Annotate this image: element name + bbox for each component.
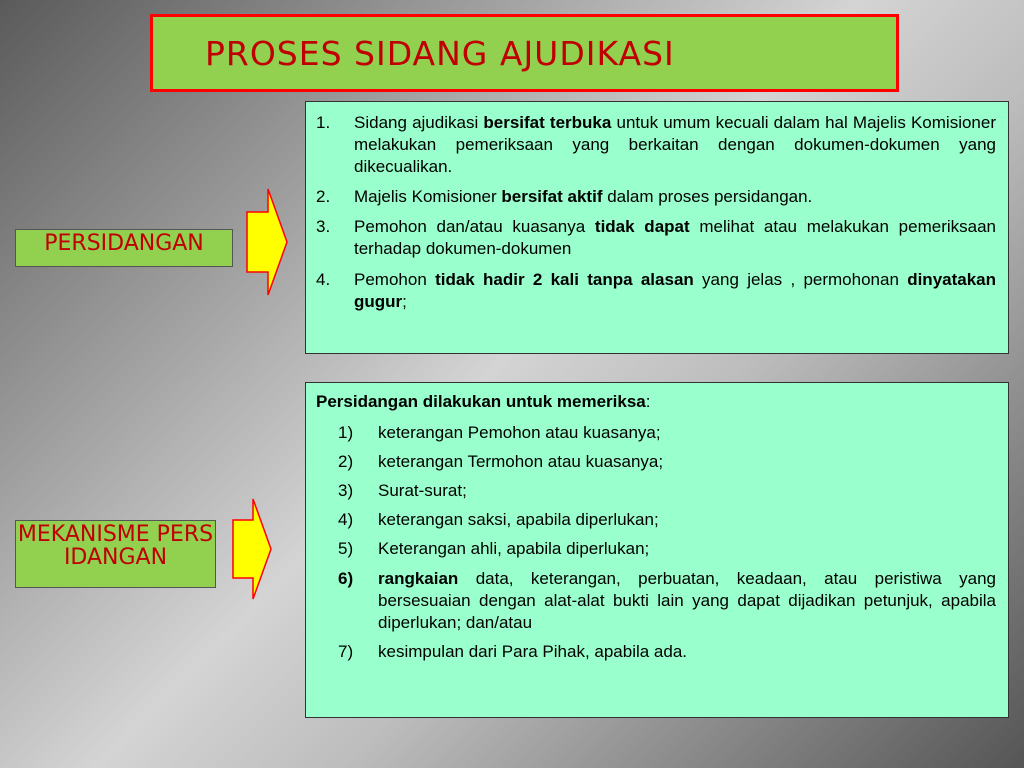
intro-suffix: : <box>645 392 651 411</box>
list-item <box>338 451 996 473</box>
list-item <box>316 186 996 208</box>
list-item-text: Surat-surat; <box>378 481 467 501</box>
list-item-text: rangkaian data, keterangan, perbuatan, keadaan, atau peristiwa yang bersesuaian dengan alat-alat bukti lain yang dapat dijadikan petunjuk, apabila diperlukan; dan/atau <box>378 568 996 632</box>
list-item <box>316 216 996 260</box>
list-item <box>316 112 996 178</box>
list-item-number: 3) <box>338 481 354 501</box>
slide-title: PROSES SIDANG AJUDIKASI <box>205 33 675 73</box>
list-item-text: keterangan saksi, apabila diperlukan; <box>378 510 659 530</box>
list-item-text: Majelis Komisioner bersifat aktif dalam proses persidangan. <box>354 187 813 207</box>
arrow-right-icon <box>246 188 288 296</box>
list-item-text: Sidang ajudikasi bersifat terbuka untuk umum kecuali dalam hal Majelis Komisioner melakukan pemeriksaan yang berkaitan dengan dokumen-dokumen yang dikecualikan. <box>354 113 996 177</box>
emphasis-text: rangkaian <box>378 568 459 588</box>
emphasis-text: tidak dapat <box>594 217 690 237</box>
title-banner <box>150 14 899 92</box>
list-item-text: keterangan Pemohon atau kuasanya; <box>378 423 661 443</box>
mekanisme-panel <box>305 382 1009 718</box>
list-item <box>338 422 996 444</box>
list-item-number: 4. <box>316 269 331 289</box>
list-item-text: keterangan Termohon atau kuasanya; <box>378 452 664 472</box>
intro-text: Persidangan dilakukan untuk memeriksa <box>316 392 646 411</box>
label-mekanisme-persidangan: MEKANISME PERSIDANGAN <box>15 520 216 588</box>
list-item-text: Keterangan ahli, apabila diperlukan; <box>378 539 650 559</box>
list-item-number: 4) <box>338 510 354 530</box>
list-item-number: 2. <box>316 187 331 207</box>
emphasis-text: bersifat terbuka <box>483 113 612 132</box>
list-item-number: 1) <box>338 423 354 443</box>
emphasis-text: bersifat aktif <box>501 187 603 207</box>
emphasis-text: tidak hadir 2 kali tanpa alasan <box>435 269 694 289</box>
emphasis-text: dinyatakan gugur <box>354 269 997 311</box>
label-persidangan: PERSIDANGAN <box>15 229 233 267</box>
list-item <box>338 538 996 560</box>
arrow-right-icon <box>232 498 272 600</box>
list-item <box>338 480 996 502</box>
list-item-text: Pemohon tidak hadir 2 kali tanpa alasan yang jelas , permohonan dinyatakan gugur; <box>354 269 997 311</box>
persidangan-list <box>316 112 996 313</box>
list-item-text: kesimpulan dari Para Pihak, apabila ada. <box>378 641 688 661</box>
list-item-number: 2) <box>338 452 354 472</box>
list-item <box>338 509 996 531</box>
mekanisme-intro <box>316 391 996 413</box>
list-item <box>316 269 996 313</box>
list-item-number: 7) <box>338 641 354 661</box>
list-item <box>338 568 996 634</box>
list-item-number: 1. <box>316 113 331 132</box>
persidangan-panel <box>305 101 1009 354</box>
mekanisme-list <box>316 422 996 663</box>
list-item-number: 3. <box>316 217 331 237</box>
list-item-text: Pemohon dan/atau kuasanya tidak dapat melihat atau melakukan pemeriksaan terhadap dokumen-dokumen <box>354 217 996 259</box>
list-item <box>338 641 996 663</box>
list-item-number: 6) <box>338 568 354 588</box>
list-item-number: 5) <box>338 539 354 559</box>
